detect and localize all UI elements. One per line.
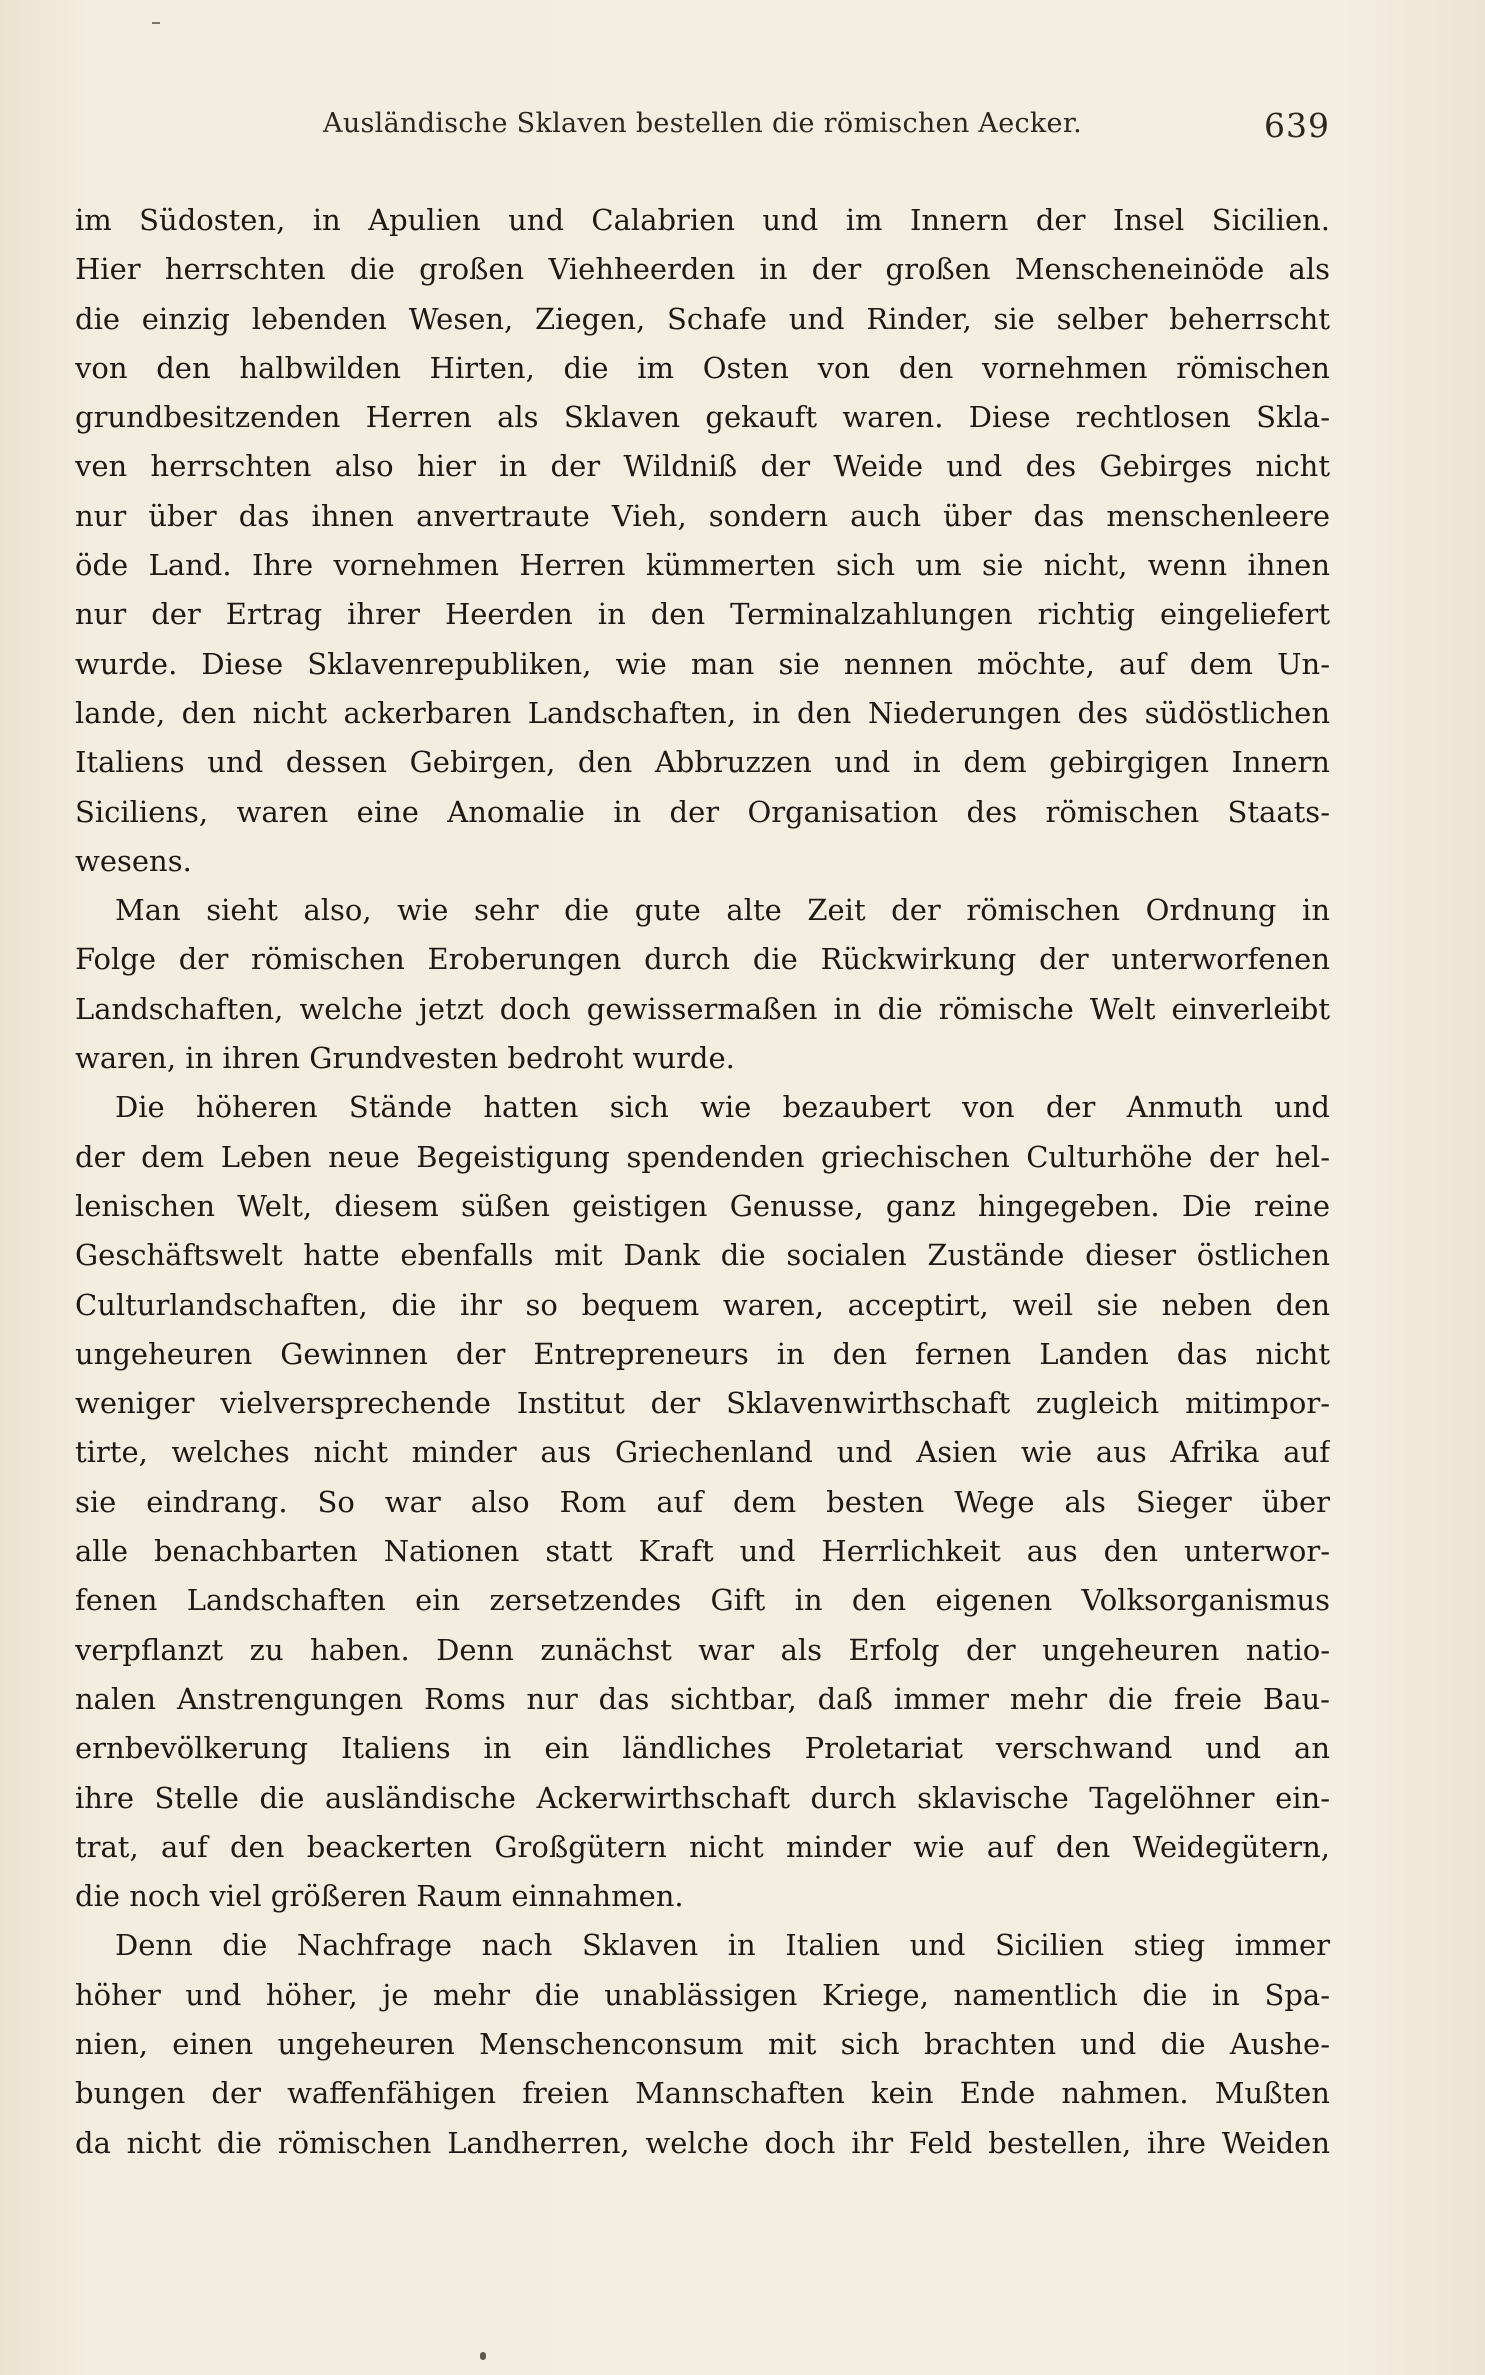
- paragraph-end-line: waren, in ihren Grundvesten bedroht wurde.: [75, 1041, 735, 1076]
- page-header: [75, 108, 1330, 154]
- text-line: alle benachbarten Nationen statt Kraft und Herrlichkeit aus den unterwor-: [75, 1534, 1330, 1569]
- running-head: Ausländische Sklaven bestellen die römischen Aecker.: [323, 108, 1082, 139]
- paragraph-end-line: wesens.: [75, 843, 192, 878]
- text-line: weniger vielversprechende Institut der Sklavenwirthschaft zugleich mitimpor-: [75, 1386, 1330, 1421]
- text-line: ungeheuren Gewinnen der Entrepreneurs in den fernen Landen das nicht: [75, 1336, 1330, 1371]
- page-edge-mark: [152, 22, 160, 24]
- paragraph-start-line: Denn die Nachfrage nach Sklaven in Italien und Sicilien stieg immer: [115, 1928, 1330, 1963]
- text-line: Folge der römischen Eroberungen durch die Rückwirkung der unterworfenen: [75, 942, 1330, 977]
- text-line: lande, den nicht ackerbaren Landschaften, in den Niederungen des südöstlichen: [75, 695, 1330, 730]
- text-line: öde Land. Ihre vornehmen Herren kümmerten sich um sie nicht, wenn ihnen: [75, 548, 1330, 583]
- paragraph-start-line: Die höheren Stände hatten sich wie bezaubert von der Anmuth und: [115, 1090, 1330, 1125]
- text-line: grundbesitzenden Herren als Sklaven gekauft waren. Diese rechtlosen Skla-: [75, 400, 1330, 435]
- text-line: von den halbwilden Hirten, die im Osten von den vornehmen römischen: [75, 350, 1330, 385]
- text-line: Siciliens, waren eine Anomalie in der Organisation des römischen Staats-: [75, 794, 1330, 829]
- text-line: ernbevölkerung Italiens in ein ländliches Proletariat verschwand und an: [75, 1731, 1330, 1766]
- text-line: lenischen Welt, diesem süßen geistigen Genusse, ganz hingegeben. Die reine: [75, 1188, 1330, 1223]
- text-line: Culturlandschaften, die ihr so bequem waren, acceptirt, weil sie neben den: [75, 1287, 1330, 1322]
- text-line: höher und höher, je mehr die unablässigen Kriege, namentlich die in Spa-: [75, 1977, 1330, 2012]
- text-line: Landschaften, welche jetzt doch gewissermaßen in die römische Welt einverleibt: [75, 991, 1330, 1026]
- print-speck: [480, 2352, 486, 2360]
- text-line: wurde. Diese Sklavenrepubliken, wie man sie nennen möchte, auf dem Un-: [75, 646, 1330, 681]
- text-line: trat, auf den beackerten Großgütern nicht minder wie auf den Weidegütern,: [75, 1829, 1330, 1864]
- paragraph-end-line: die noch viel größeren Raum einnahmen.: [75, 1879, 684, 1914]
- text-line: da nicht die römischen Landherren, welche doch ihr Feld bestellen, ihre Weiden: [75, 2125, 1330, 2160]
- text-line: der dem Leben neue Begeistigung spendenden griechischen Culturhöhe der hel-: [75, 1139, 1330, 1174]
- text-line: nien, einen ungeheuren Menschenconsum mit sich brachten und die Aushe-: [75, 2026, 1330, 2061]
- text-line: verpflanzt zu haben. Denn zunächst war als Erfolg der ungeheuren natio-: [75, 1632, 1330, 1667]
- text-line: im Südosten, in Apulien und Calabrien und im Innern der Insel Sicilien.: [75, 203, 1330, 237]
- body-text: [75, 196, 1330, 2168]
- text-line: nur über das ihnen anvertraute Vieh, sondern auch über das menschenleere: [75, 498, 1330, 533]
- text-line: bungen der waffenfähigen freien Mannschaften kein Ende nahmen. Mußten: [75, 2076, 1330, 2111]
- text-line: nur der Ertrag ihrer Heerden in den Terminalzahlungen richtig eingeliefert: [75, 597, 1330, 632]
- page-number: 639: [1264, 106, 1330, 145]
- text-line: Geschäftswelt hatte ebenfalls mit Dank die socialen Zustände dieser östlichen: [75, 1238, 1330, 1273]
- text-line: ven herrschten also hier in der Wildniß der Weide und des Gebirges nicht: [75, 449, 1330, 484]
- text-line: nalen Anstrengungen Roms nur das sichtbar, daß immer mehr die freie Bau-: [75, 1681, 1330, 1716]
- paragraph-start-line: Man sieht also, wie sehr die gute alte Zeit der römischen Ordnung in: [115, 893, 1330, 928]
- text-line: sie eindrang. So war also Rom auf dem besten Wege als Sieger über: [75, 1484, 1330, 1519]
- text-line: ihre Stelle die ausländische Ackerwirthschaft durch sklavische Tagelöhner ein-: [75, 1780, 1330, 1815]
- text-line: Hier herrschten die großen Viehheerden in der großen Menscheneinöde als: [75, 252, 1330, 287]
- text-line: tirte, welches nicht minder aus Griechenland und Asien wie aus Afrika auf: [75, 1435, 1330, 1470]
- text-line: die einzig lebenden Wesen, Ziegen, Schafe und Rinder, sie selber beherrscht: [75, 301, 1330, 336]
- text-line: fenen Landschaften ein zersetzendes Gift in den eigenen Volksorganismus: [75, 1583, 1330, 1618]
- text-line: Italiens und dessen Gebirgen, den Abbruzzen und in dem gebirgigen Innern: [75, 745, 1330, 780]
